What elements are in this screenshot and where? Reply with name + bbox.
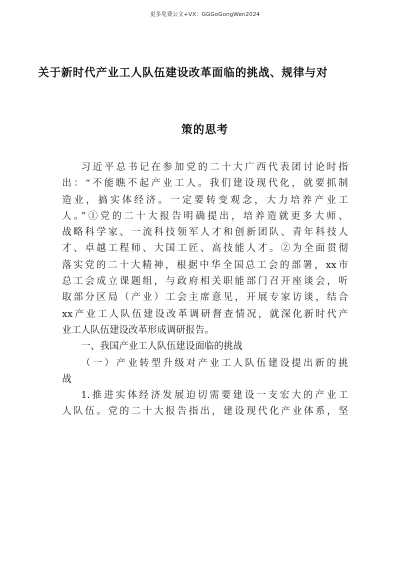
paragraph: [62, 356, 348, 389]
paragraph-line: 人。”①党的二十大报告明确提出，培养造就更多大师、: [62, 210, 348, 222]
paragraph: [62, 388, 348, 421]
paragraph-line: 战略科学家、一流科技领军人才和创新团队、青年科技人: [62, 227, 348, 239]
paragraph-line: （一）产业转型升级对产业工人队伍建设提出新的挑: [81, 357, 348, 369]
paragraph: [62, 339, 348, 355]
paragraph-line: 才、卓越工程师、大国工匠、高技能人才。②为全面贯彻: [62, 243, 348, 255]
paragraph-line: 总工会成立课题组，与政府相关职能部门召开座谈会，听: [62, 276, 348, 288]
paragraph-line: 一、我国产业工人队伍建设面临的挑战: [81, 341, 243, 353]
document-title-line-1: 关于新时代产业工人队伍建设改革面临的挑战、规律与对: [38, 66, 328, 79]
paragraph-line: 造业，搞实体经济。一定要转变观念，大力培养产业工: [62, 194, 348, 206]
paragraph-line: 业工人队伍建设改革形成调研报告。: [62, 324, 215, 336]
document-title-line-2: 策的思考: [181, 123, 229, 136]
paragraph-line: xx产业工人队伍建设改革调研督查情况，就深化新时代产: [62, 308, 348, 320]
document-body: [62, 160, 348, 421]
header-note: 更多免费公文+VX：GGGoGongWen2024: [150, 12, 260, 18]
paragraph-line: 1.推进实体经济发展迫切需要建设一支宏大的产业工: [81, 390, 348, 402]
paragraph-line: 出：“不能瞧不起产业工人。我们建设现代化，就要抓制: [62, 178, 348, 190]
paragraph-line: 落实党的二十大精神，根据中华全国总工会的部署，xx市: [62, 259, 348, 271]
paragraph-line: 人队伍。党的二十大报告指出，建设现代化产业体系，坚: [62, 406, 348, 418]
paragraph-line: 取部分区局（产业）工会主席意见，开展专家访谈，结合: [62, 292, 348, 304]
paragraph-line: 习近平总书记在参加党的二十大广西代表团讨论时指: [81, 162, 348, 173]
paragraph-line: 战: [62, 373, 72, 385]
paragraph: [62, 160, 348, 339]
